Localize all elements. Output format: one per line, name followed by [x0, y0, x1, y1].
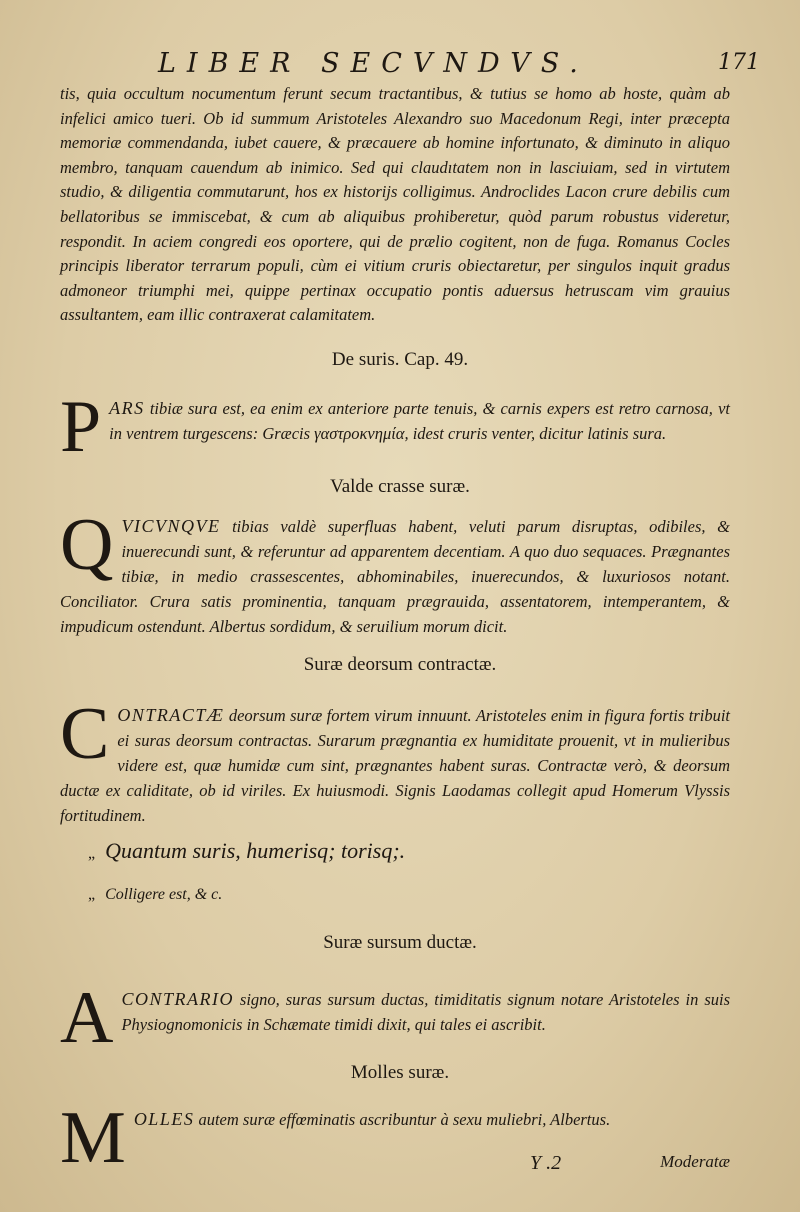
chapter-heading: De suris. Cap. 49.	[331, 349, 469, 370]
running-head: LIBER SECVNDVS.	[158, 48, 589, 79]
lead-word: VICVNQVE	[121, 516, 221, 536]
drop-initial: C	[60, 693, 110, 775]
section-paragraph	[60, 1097, 730, 1179]
quote-text: Quantum suris, humerisq; torisq;.	[105, 838, 406, 863]
section-paragraph	[60, 504, 730, 639]
section-paragraph	[60, 977, 730, 1059]
verse-quote	[88, 838, 405, 864]
drop-initial: P	[60, 386, 102, 468]
section-heading: Molles suræ.	[350, 1062, 450, 1083]
section-heading: Suræ deorsum contractæ.	[303, 654, 497, 675]
intro-paragraph: tis, quia occultum nocumentum ferunt secum tractantibus, & tutius se homo ab hoste, quàm ab infelici amico tueri. Ob id summum Aristoteles Alexandro suo Macedonum Regi, inter præcepta memoriæ commendanda, iubet cauere, & præcauere ab homine infortunato, & diminuto in aliquo membro, tanquam cauendum ab inimico. Sed qui claudıtatem non in lasciuiam, sed in virtutem studio, & diligentia commutarunt, hos ex historijs colligimus. Androclides Lacon crure debilis cum bellatoribus se immiscebat, & cum ab aliquibus prohiberetur, quòd parum robustus videretur, respondit. In aciem congredi eos oportere, qui de prælio cogitent, non de fuga. Romanus Cocles principis liberator terrarum populi, cùm ei vitium cruris obiectaretur, per singulos inquit gradus admoneor triumphi mei, quippe pertinax occupatio pontis aduersus hetruscam vim grauius assultantem, eam illic contraxerat calamitatem.	[60, 84, 730, 325]
section-text: autem suræ effœminatis ascribuntur à sexu muliebri, Albertus.	[194, 1110, 611, 1129]
page-number: 171	[718, 50, 760, 75]
drop-initial: Q	[60, 504, 114, 586]
verse-quote	[88, 886, 222, 904]
catchword: Moderatæ	[660, 1152, 730, 1171]
quote-text: Colligere est, & c.	[105, 886, 223, 903]
drop-initial: A	[60, 977, 114, 1059]
drop-initial: M	[60, 1097, 126, 1179]
quote-mark: „	[88, 845, 96, 862]
lead-word: ONTRACTÆ	[117, 705, 225, 725]
quote-mark: „	[88, 886, 96, 903]
lead-word: CONTRARIO	[121, 989, 234, 1009]
page-header	[60, 48, 760, 84]
section-text: signo, suras sursum ductas, timiditatis signum notare Aristoteles in suis Physiognomonicis in Schæmate timidi dixit, qui tales ei ascribit.	[121, 990, 730, 1034]
section-text: deorsum suræ fortem virum innuunt. Aristoteles enim in figura fortis tribuit ei suras deorsum contractas. Surarum prægnantia ex humiditate prouenit, vt in mulieribus videre est, quæ humidæ cum sint, prægnantes habent suras. Contractæ verò, & deorsum ductæ ex caliditate, ob id viriles. Ex huiusmodi. Signis Laodamas collegit apud Homerum Vlyssis fortitudinem.	[60, 706, 730, 825]
lead-word: OLLES	[133, 1109, 195, 1129]
section-paragraph	[60, 693, 730, 828]
section-paragraph	[60, 386, 730, 468]
section-heading: Suræ sursum ductæ.	[323, 932, 477, 953]
section-heading: Valde crasse suræ.	[330, 476, 470, 497]
lead-word: ARS	[109, 398, 145, 418]
section-text: tibiæ sura est, ea enim ex anteriore parte tenuis, & carnis expers est retro carnosa, vt in ventrem turgescens: Græcis γαστροκνημία, idest cruris venter, dicitur latinis sura.	[109, 399, 730, 443]
signature-mark: Y .2	[530, 1152, 562, 1174]
section-text: tibias valdè superfluas habent, veluti parum disruptas, odibiles, & inuerecundi sunt, & referuntur ad apparentem decentiam. A quo duo sequaces. Prægnantes tibiæ, in medio crassescentes, abhominabiles, inuerecundos, & luxuriosos notant. Conciliator. Crura satis prominentia, tanquam prægrauida, assentatorem, intemperantem, & impudicum ostendunt. Albertus sordidum, & seruilium morum dicit.	[60, 517, 730, 636]
